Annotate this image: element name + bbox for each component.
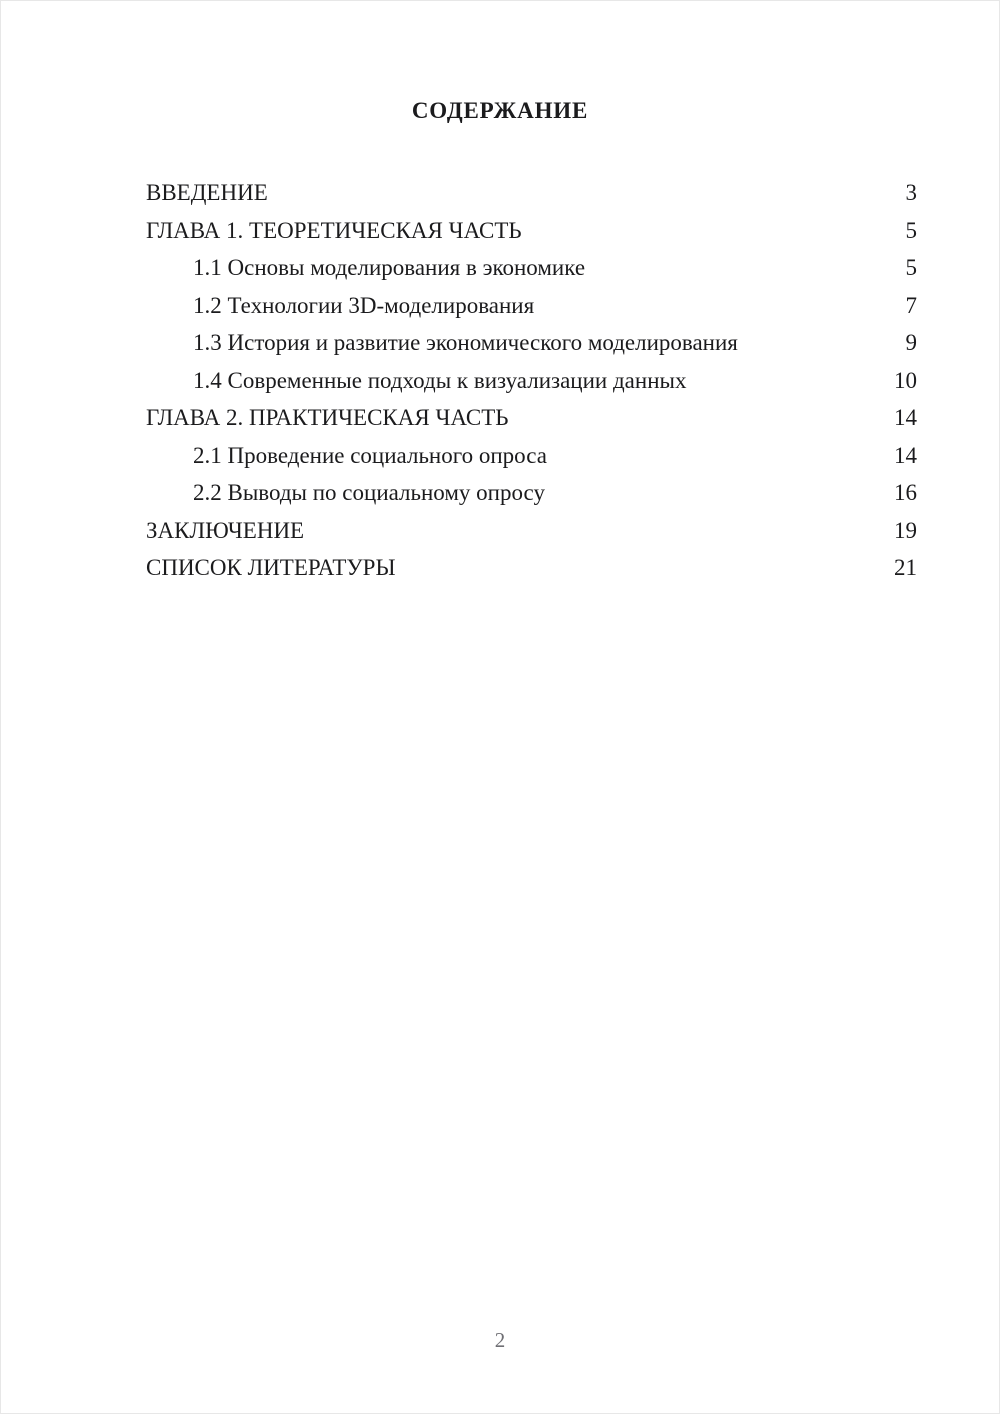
toc-entry-label: ЗАКЛЮЧЕНИЕ (146, 517, 305, 543)
toc-entry-page: 5 (905, 217, 917, 243)
toc-entry (146, 549, 917, 587)
toc-entry-page: 10 (894, 367, 917, 393)
toc-entry-page: 21 (894, 555, 917, 580)
toc-entry (146, 249, 917, 287)
toc-entry-label: 1.4 Современные подходы к визуализации данных (193, 367, 687, 393)
toc-entry-label: ГЛАВА 1. ТЕОРЕТИЧЕСКАЯ ЧАСТЬ (146, 217, 522, 243)
toc-entry-page: 14 (894, 405, 917, 430)
page-number: 2 (494, 1328, 506, 1352)
toc-entry-page: 3 (905, 180, 917, 205)
toc-entry-page: 14 (894, 442, 917, 468)
toc-entry-page: 7 (905, 292, 917, 318)
toc-entry-page: 9 (905, 330, 917, 355)
toc-entry (146, 174, 917, 212)
page-title: СОДЕРЖАНИЕ (411, 98, 589, 123)
toc-entry-label: ВВЕДЕНИЕ (146, 180, 268, 205)
toc-entry (146, 437, 917, 475)
toc-entry-label: ГЛАВА 2. ПРАКТИЧЕСКАЯ ЧАСТЬ (146, 405, 509, 430)
toc-entry-label: 1.2 Технологии 3D-моделирования (193, 292, 535, 318)
toc-entry (146, 362, 917, 400)
toc-entry-page: 16 (894, 480, 917, 505)
toc-entry-page: 5 (905, 255, 917, 280)
table-of-contents (146, 174, 917, 587)
toc-entry-label: 2.1 Проведение социального опроса (193, 442, 547, 468)
toc-entry (146, 512, 917, 550)
toc-entry (146, 212, 917, 250)
toc-entry (146, 324, 917, 362)
toc-entry (146, 399, 917, 437)
toc-entry-label: СПИСОК ЛИТЕРАТУРЫ (146, 555, 396, 580)
toc-entry-page: 19 (894, 517, 917, 543)
toc-entry (146, 287, 917, 325)
toc-entry-label: 1.3 История и развитие экономического моделирования (193, 330, 738, 355)
toc-entry-label: 1.1 Основы моделирования в экономике (193, 255, 586, 280)
toc-entry-label: 2.2 Выводы по социальному опросу (193, 480, 545, 505)
toc-entry (146, 474, 917, 512)
